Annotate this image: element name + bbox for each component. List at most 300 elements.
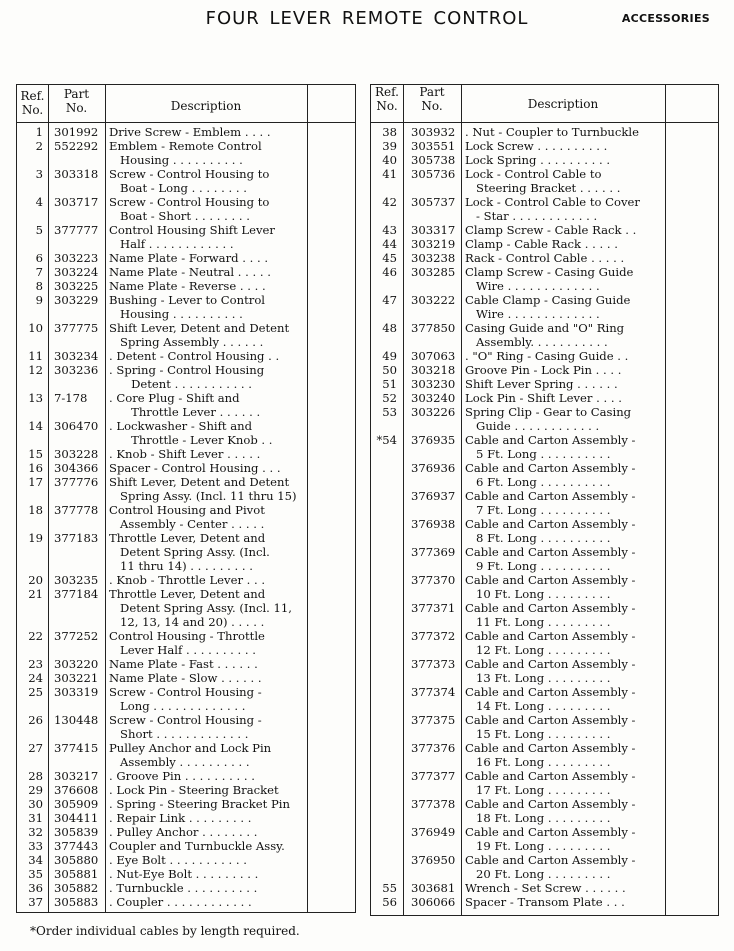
part-number: 376936 (411, 461, 456, 475)
description-line: 15 Ft. Long . . . . . . . . . (465, 727, 611, 741)
ref-number: 25 (28, 685, 43, 699)
part-description (109, 783, 279, 797)
table-row (17, 825, 355, 839)
part-number: 304411 (54, 811, 99, 825)
table-row (17, 321, 355, 349)
ref-number: 3 (35, 167, 43, 181)
ref-number: 27 (28, 741, 43, 755)
part-number: 377373 (411, 657, 456, 671)
part-description (109, 139, 262, 167)
part-number: 377375 (411, 713, 456, 727)
description-line: Throttle Lever . . . . . . (109, 405, 261, 419)
description-line: Bushing - Lever to Control (109, 293, 266, 307)
table-row (17, 447, 355, 461)
description-line: Cable and Carton Assembly - (465, 433, 636, 447)
description-line: 7 Ft. Long . . . . . . . . . . (465, 503, 611, 517)
description-line: . Knob - Shift Lever . . . . . (109, 447, 261, 461)
table-row (17, 223, 355, 251)
description-line: Lock - Control Cable to (465, 167, 602, 181)
description-line: Cable and Carton Assembly - (465, 629, 636, 643)
part-number: 377778 (54, 503, 99, 517)
part-number: 303717 (54, 195, 99, 209)
part-number: 303218 (411, 363, 456, 377)
part-number: 303221 (54, 671, 99, 685)
table-row (17, 461, 355, 475)
description-line: Assembly. . . . . . . . . . . (465, 335, 608, 349)
part-number: 377184 (54, 587, 99, 601)
part-description (465, 433, 635, 461)
table-row (17, 419, 355, 447)
part-description (465, 363, 621, 377)
table-row (371, 363, 718, 377)
part-description (465, 489, 635, 517)
table-row (17, 741, 355, 769)
table-row (17, 895, 355, 909)
description-header: Description (170, 99, 242, 113)
description-line: . Lockwasher - Shift and (109, 419, 253, 433)
part-description (109, 321, 289, 349)
ref-number: 44 (382, 237, 397, 251)
part-description (465, 573, 635, 601)
description-line: Guide . . . . . . . . . . . . (465, 419, 600, 433)
description-line: Screw - Control Housing - (109, 713, 262, 727)
table-row (17, 167, 355, 195)
part-description (109, 125, 271, 139)
description-line: Control Housing - Throttle (109, 629, 265, 643)
part-description (109, 867, 258, 881)
ref-number: 9 (35, 293, 43, 307)
description-line: . Detent - Control Housing . . (109, 349, 280, 363)
description-line: Cable and Carton Assembly - (465, 713, 636, 727)
table-row (17, 713, 355, 741)
part-description (465, 139, 607, 153)
table-row (17, 195, 355, 223)
part-description (465, 195, 640, 223)
description-line: . "O" Ring - Casing Guide . . (465, 349, 629, 363)
part-header: Part No. (63, 87, 90, 115)
table-row (17, 587, 355, 629)
part-description (109, 629, 265, 657)
part-description (109, 811, 251, 825)
description-line: Cable and Carton Assembly - (465, 517, 636, 531)
description-line: Clamp - Cable Rack . . . . . (465, 237, 618, 251)
table-row (17, 279, 355, 293)
description-line: Boat - Long . . . . . . . . (109, 181, 247, 195)
description-line: 6 Ft. Long . . . . . . . . . . (465, 475, 611, 489)
table-row (17, 657, 355, 671)
table-row (371, 657, 718, 685)
table-row (17, 293, 355, 321)
part-description (109, 293, 265, 321)
part-number: 303219 (411, 237, 456, 251)
ref-number: 6 (35, 251, 43, 265)
part-description (465, 895, 625, 909)
part-number: 305880 (54, 853, 99, 867)
description-line: Spacer - Control Housing . . . (109, 461, 281, 475)
part-number: 303220 (54, 657, 99, 671)
ref-number: 18 (28, 503, 43, 517)
description-line: 13 Ft. Long . . . . . . . . . (465, 671, 611, 685)
ref-number: 7 (35, 265, 43, 279)
part-description (109, 461, 281, 475)
description-line: Drive Screw - Emblem . . . . (109, 125, 271, 139)
section-label: ACCESSORIES (621, 12, 710, 25)
part-number: 303238 (411, 251, 456, 265)
part-number: 303236 (54, 363, 99, 377)
part-number: 377777 (54, 223, 99, 237)
part-description (109, 195, 269, 223)
description-line: Wire . . . . . . . . . . . . . (465, 307, 600, 321)
part-number: 303317 (411, 223, 456, 237)
part-number: 305839 (54, 825, 99, 839)
table-row (371, 265, 718, 293)
part-description (465, 405, 631, 433)
description-line: Screw - Control Housing - (109, 685, 262, 699)
description-line: . Repair Link . . . . . . . . . (109, 811, 252, 825)
description-line: Cable and Carton Assembly - (465, 853, 636, 867)
ref-number: 16 (28, 461, 43, 475)
table-row (17, 783, 355, 797)
part-number: 303228 (54, 447, 99, 461)
description-header: Description (527, 97, 599, 111)
part-number: 130448 (54, 713, 99, 727)
description-line: Cable Clamp - Casing Guide (465, 293, 631, 307)
part-number: 305738 (411, 153, 456, 167)
table-row (371, 713, 718, 741)
part-description (109, 167, 269, 195)
part-description (109, 741, 271, 769)
description-line: Shift Lever Spring . . . . . . (465, 377, 618, 391)
description-line: Steering Bracket . . . . . . (465, 181, 621, 195)
description-line: Detent Spring Assy. (Incl. (109, 545, 270, 559)
description-line: . Lock Pin - Steering Bracket (109, 783, 279, 797)
ref-number: 5 (35, 223, 43, 237)
ref-number: 53 (382, 405, 397, 419)
description-line: Lock Screw . . . . . . . . . . (465, 139, 608, 153)
table-row (17, 853, 355, 867)
description-line: 19 Ft. Long . . . . . . . . . (465, 839, 611, 853)
table-row (371, 461, 718, 489)
part-number: 377377 (411, 769, 456, 783)
table-row (371, 237, 718, 251)
ref-number: 45 (382, 251, 397, 265)
part-number: 303217 (54, 769, 99, 783)
table-row (17, 503, 355, 531)
part-description (465, 881, 626, 895)
description-line: Boat - Short . . . . . . . . (109, 209, 250, 223)
table-body (371, 125, 718, 909)
description-line: 10 Ft. Long . . . . . . . . . (465, 587, 611, 601)
description-line: Cable and Carton Assembly - (465, 797, 636, 811)
part-description (465, 125, 639, 139)
part-number: 301992 (54, 125, 99, 139)
description-line: 9 Ft. Long . . . . . . . . . . (465, 559, 611, 573)
part-description (465, 223, 636, 237)
table-row (371, 601, 718, 629)
description-line: Spacer - Transom Plate . . . (465, 895, 625, 909)
description-line: . Coupler . . . . . . . . . . . . (109, 895, 252, 909)
ref-number: 13 (28, 391, 43, 405)
description-line: 11 thru 14) . . . . . . . . . (109, 559, 253, 573)
part-number: 377378 (411, 797, 456, 811)
part-description (465, 293, 630, 321)
part-number: 306470 (54, 419, 99, 433)
part-number: 303551 (411, 139, 456, 153)
description-line: . Nut - Coupler to Turnbuckle (465, 125, 639, 139)
description-line: Name Plate - Neutral . . . . . (109, 265, 271, 279)
ref-number: 32 (28, 825, 43, 839)
part-number: 377443 (54, 839, 99, 853)
ref-number: 40 (382, 153, 397, 167)
part-description (465, 797, 635, 825)
part-description (109, 685, 262, 713)
table-row (371, 223, 718, 237)
description-line: Detent Spring Assy. (Incl. 11, (109, 601, 292, 615)
part-description (109, 223, 275, 251)
description-line: Control Housing Shift Lever (109, 223, 275, 237)
part-description (109, 251, 268, 265)
part-description (109, 657, 258, 671)
part-description (109, 265, 271, 279)
table-header (371, 85, 718, 123)
ref-number: 51 (382, 377, 397, 391)
part-description (109, 349, 279, 363)
ref-header: Ref. No. (375, 85, 399, 113)
description-line: Name Plate - Reverse . . . . (109, 279, 266, 293)
part-number: 303285 (411, 265, 456, 279)
description-line: Rack - Control Cable . . . . . (465, 251, 625, 265)
description-line: Coupler and Turnbuckle Assy. (109, 839, 285, 853)
part-number: 303224 (54, 265, 99, 279)
description-line: Pulley Anchor and Lock Pin (109, 741, 272, 755)
table-row (371, 167, 718, 195)
description-line: Name Plate - Slow . . . . . . (109, 671, 262, 685)
part-number: 377415 (54, 741, 99, 755)
table-row (371, 741, 718, 769)
part-description (109, 391, 260, 419)
description-line: . Core Plug - Shift and (109, 391, 240, 405)
ref-number: 31 (28, 811, 43, 825)
table-row (17, 867, 355, 881)
part-number: 7-178 (54, 391, 88, 405)
part-number: 303235 (54, 573, 99, 587)
ref-number: 14 (28, 419, 43, 433)
part-description (109, 503, 265, 531)
description-line: Throttle Lever, Detent and (109, 587, 266, 601)
table-row (17, 349, 355, 363)
description-line: Lock Spring . . . . . . . . . . (465, 153, 611, 167)
table-row (371, 853, 718, 881)
description-line: Screw - Control Housing to (109, 195, 270, 209)
description-line: Clamp Screw - Cable Rack . . (465, 223, 637, 237)
part-number: 307063 (411, 349, 456, 363)
parts-table-left (16, 84, 356, 913)
part-number: 552292 (54, 139, 99, 153)
description-line: 11 Ft. Long . . . . . . . . . (465, 615, 611, 629)
description-line: 17 Ft. Long . . . . . . . . . (465, 783, 611, 797)
description-line: Half . . . . . . . . . . . . (109, 237, 234, 251)
part-description (465, 545, 635, 573)
part-number: 377183 (54, 531, 99, 545)
part-number: 305882 (54, 881, 99, 895)
part-description (109, 713, 262, 741)
part-description (465, 769, 635, 797)
ref-number: 21 (28, 587, 43, 601)
table-row (371, 629, 718, 657)
ref-number: 12 (28, 363, 43, 377)
ref-number: 15 (28, 447, 43, 461)
description-line: 8 Ft. Long . . . . . . . . . . (465, 531, 611, 545)
part-number: 305737 (411, 195, 456, 209)
description-line: Cable and Carton Assembly - (465, 489, 636, 503)
part-number: 376937 (411, 489, 456, 503)
table-row (371, 895, 718, 909)
description-line: Lock Pin - Shift Lever . . . . (465, 391, 622, 405)
description-line: Cable and Carton Assembly - (465, 601, 636, 615)
ref-number: 42 (382, 195, 397, 209)
description-line: 12, 13, 14 and 20) . . . . . (109, 615, 265, 629)
ref-number: 4 (35, 195, 43, 209)
ref-number: 38 (382, 125, 397, 139)
part-description (465, 265, 633, 293)
part-number: 376950 (411, 853, 456, 867)
table-header (17, 85, 355, 123)
table-row (17, 125, 355, 139)
description-line: Groove Pin - Lock Pin . . . . (465, 363, 622, 377)
description-line: 5 Ft. Long . . . . . . . . . . (465, 447, 611, 461)
part-number: 377369 (411, 545, 456, 559)
part-number: 377776 (54, 475, 99, 489)
description-line: . Nut-Eye Bolt . . . . . . . . . (109, 867, 259, 881)
table-row (17, 251, 355, 265)
table-row (17, 797, 355, 811)
part-number: 377374 (411, 685, 456, 699)
description-line: . Turnbuckle . . . . . . . . . . (109, 881, 258, 895)
table-row (371, 195, 718, 223)
table-row (371, 153, 718, 167)
description-line: . Knob - Throttle Lever . . . (109, 573, 266, 587)
part-number: 303681 (411, 881, 456, 895)
part-number: 303318 (54, 167, 99, 181)
part-number: 304366 (54, 461, 99, 475)
table-row (371, 293, 718, 321)
part-number: 303229 (54, 293, 99, 307)
table-row (371, 391, 718, 405)
parts-table-right (370, 84, 719, 916)
table-row (371, 769, 718, 797)
ref-number: *54 (376, 433, 397, 447)
part-description (109, 573, 265, 587)
part-number: 303932 (411, 125, 456, 139)
description-line: Lever Half . . . . . . . . . . (109, 643, 256, 657)
ref-number: 43 (382, 223, 397, 237)
part-number: 377372 (411, 629, 456, 643)
part-number: 376608 (54, 783, 99, 797)
part-description (465, 517, 635, 545)
table-row (17, 265, 355, 279)
part-description (109, 881, 257, 895)
table-row (371, 489, 718, 517)
ref-number: 56 (382, 895, 397, 909)
part-description (465, 237, 618, 251)
description-line: Shift Lever, Detent and Detent (109, 475, 290, 489)
part-description (465, 825, 635, 853)
description-line: Cable and Carton Assembly - (465, 741, 636, 755)
part-header: Part No. (419, 85, 445, 113)
description-line: Cable and Carton Assembly - (465, 573, 636, 587)
part-number: 377850 (411, 321, 456, 335)
table-row (17, 531, 355, 573)
description-line: 12 Ft. Long . . . . . . . . . (465, 643, 611, 657)
table-row (17, 391, 355, 419)
table-row (371, 685, 718, 713)
description-line: Short . . . . . . . . . . . . . (109, 727, 249, 741)
part-number: 376935 (411, 433, 456, 447)
ref-number: 19 (28, 531, 43, 545)
table-row (17, 881, 355, 895)
ref-number: 22 (28, 629, 43, 643)
ref-number: 37 (28, 895, 43, 909)
table-row (371, 321, 718, 349)
part-number: 303225 (54, 279, 99, 293)
description-line: . Spring - Steering Bracket Pin (109, 797, 290, 811)
description-line: Cable and Carton Assembly - (465, 825, 636, 839)
description-line: Lock - Control Cable to Cover (465, 195, 640, 209)
description-line: Detent . . . . . . . . . . . (109, 377, 252, 391)
ref-number: 26 (28, 713, 43, 727)
part-number: 305881 (54, 867, 99, 881)
part-number: 377376 (411, 741, 456, 755)
table-row (371, 797, 718, 825)
ref-number: 50 (382, 363, 397, 377)
part-description (109, 475, 297, 503)
part-description (465, 461, 635, 489)
description-line: Casing Guide and "O" Ring (465, 321, 625, 335)
ref-number: 24 (28, 671, 43, 685)
table-row (17, 685, 355, 713)
description-line: Clamp Screw - Casing Guide (465, 265, 634, 279)
description-line: Spring Clip - Gear to Casing (465, 405, 632, 419)
table-row (371, 251, 718, 265)
description-line: Cable and Carton Assembly - (465, 545, 636, 559)
part-description (109, 797, 290, 811)
description-line: Cable and Carton Assembly - (465, 461, 636, 475)
part-description (109, 853, 247, 867)
part-description (109, 531, 270, 573)
table-row (371, 139, 718, 153)
table-row (17, 769, 355, 783)
description-line: Throttle Lever, Detent and (109, 531, 266, 545)
table-row (17, 363, 355, 391)
part-number: 303319 (54, 685, 99, 699)
description-line: Assembly - Center . . . . . (109, 517, 265, 531)
part-number: 306066 (411, 895, 456, 909)
part-description (465, 601, 635, 629)
ref-number: 20 (28, 573, 43, 587)
ref-number: 49 (382, 349, 397, 363)
ref-number: 34 (28, 853, 43, 867)
ref-number: 41 (382, 167, 397, 181)
part-number: 377252 (54, 629, 99, 643)
table-row (17, 573, 355, 587)
description-line: . Pulley Anchor . . . . . . . . (109, 825, 258, 839)
part-description (465, 377, 618, 391)
description-line: Throttle - Lever Knob . . (109, 433, 273, 447)
table-row (17, 475, 355, 503)
description-line: Spring Assembly . . . . . . (109, 335, 264, 349)
part-number: 305909 (54, 797, 99, 811)
description-line: Control Housing and Pivot (109, 503, 265, 517)
